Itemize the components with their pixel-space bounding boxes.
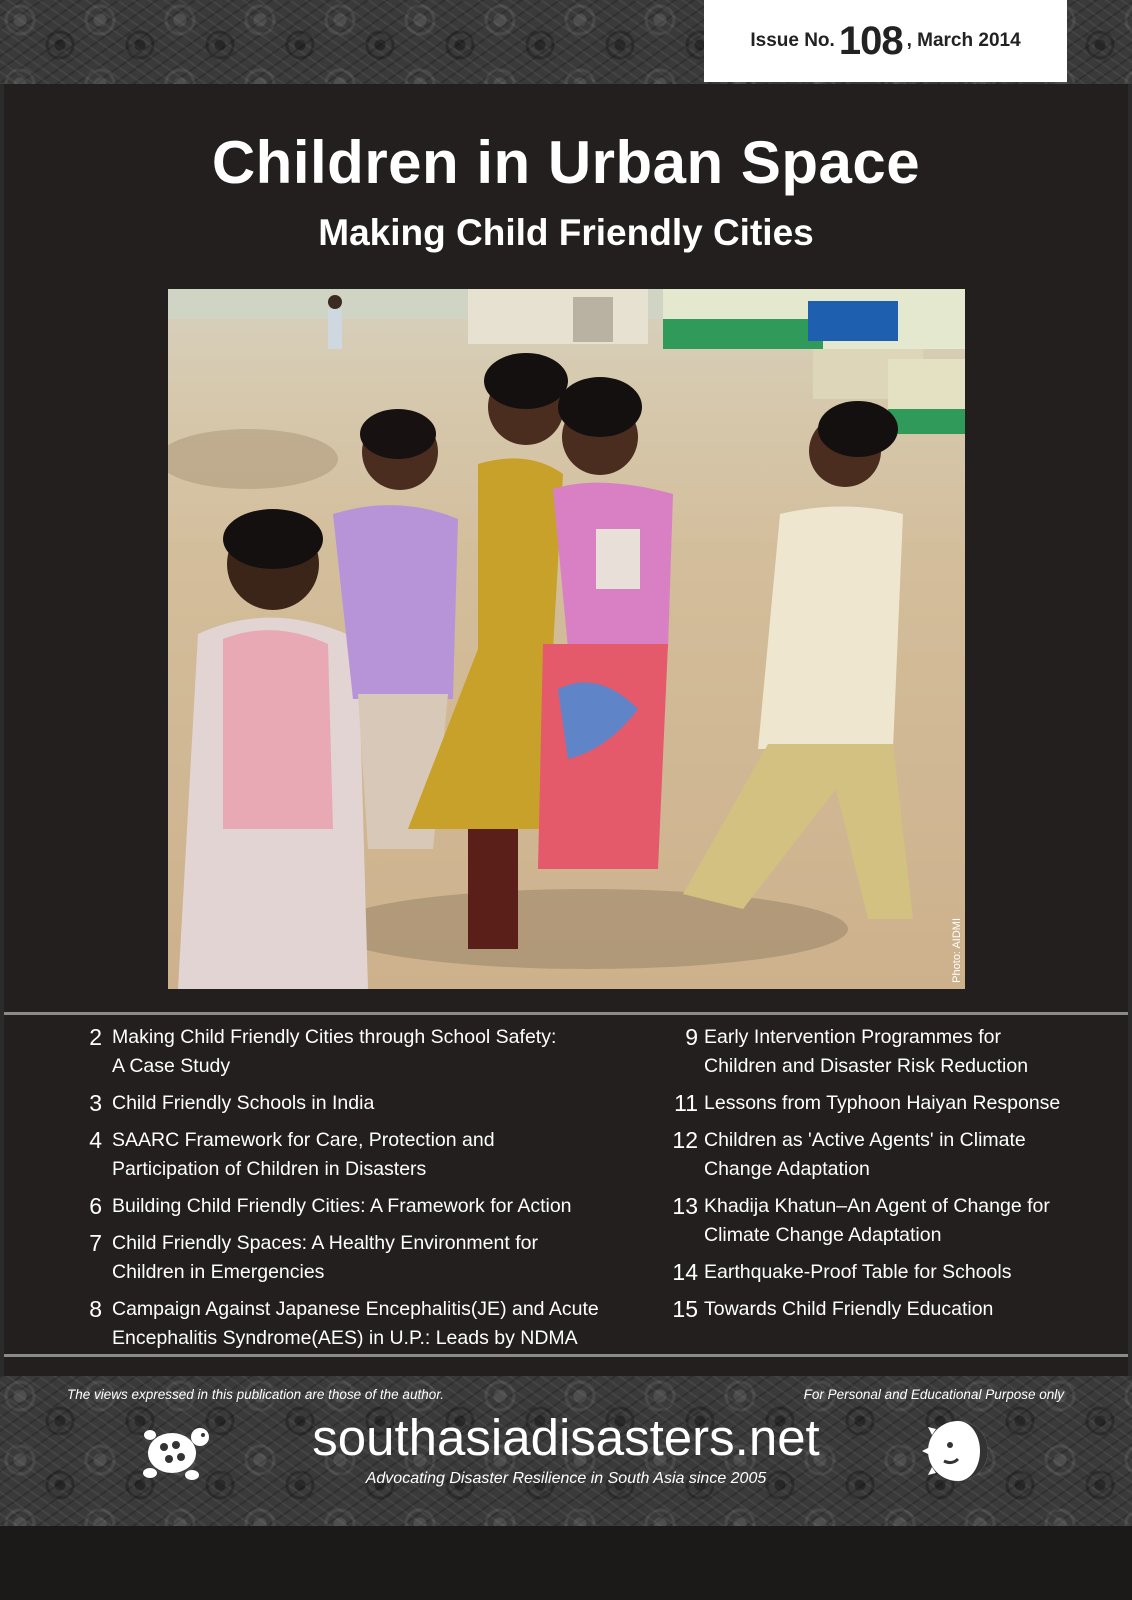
footer-strip <box>0 1526 1132 1600</box>
toc-page-number: 4 <box>89 1127 102 1153</box>
toc-title <box>112 1126 495 1184</box>
toc-item[interactable] <box>60 1295 620 1353</box>
toc-page-number: 2 <box>89 1024 102 1050</box>
toc-title-line: Early Intervention Programmes for <box>704 1026 1001 1048</box>
toc-page-number: 13 <box>672 1193 698 1219</box>
toc-title-line: SAARC Framework for Care, Protection and <box>112 1129 495 1151</box>
toc-title: Towards Child Friendly Education <box>704 1298 994 1320</box>
toc-title <box>112 1229 538 1287</box>
toc-page-number: 7 <box>89 1230 102 1256</box>
issue-box <box>704 0 1067 82</box>
cover-subtitle: Making Child Friendly Cities <box>318 212 814 253</box>
toc-item[interactable] <box>60 1126 620 1184</box>
toc-item[interactable] <box>60 1192 620 1221</box>
issue-date: , March 2014 <box>906 30 1021 51</box>
toc-title <box>112 1295 599 1353</box>
table-of-contents-right <box>660 1023 1120 1332</box>
toc-item[interactable] <box>60 1023 620 1081</box>
toc-title: Building Child Friendly Cities: A Framework for Action <box>112 1195 572 1217</box>
divider-bottom <box>4 1354 1128 1357</box>
toc-item[interactable] <box>60 1089 620 1118</box>
toc-page-number: 11 <box>674 1090 698 1116</box>
toc-title: Earthquake-Proof Table for Schools <box>704 1261 1012 1283</box>
toc-page-number: 15 <box>672 1296 698 1322</box>
toc-title: Child Friendly Schools in India <box>112 1092 375 1114</box>
toc-item[interactable] <box>60 1229 620 1287</box>
issue-prefix: Issue No. <box>750 30 835 51</box>
toc-title-line: Children in Emergencies <box>112 1261 325 1283</box>
table-of-contents-left <box>60 1023 620 1361</box>
website-name[interactable]: southasiadisasters.net <box>312 1409 820 1466</box>
toc-title-line: Encephalitis Syndrome(AES) in U.P.: Leads by NDMA <box>112 1327 578 1349</box>
toc-title-line: Children as 'Active Agents' in Climate <box>704 1129 1026 1151</box>
toc-title <box>112 1023 556 1081</box>
toc-title <box>704 1192 1050 1250</box>
toc-item[interactable] <box>660 1295 1120 1324</box>
children-photo-illustration <box>168 289 965 989</box>
toc-page-number: 6 <box>89 1193 102 1219</box>
toc-item[interactable] <box>660 1089 1120 1118</box>
toc-title-line: Change Adaptation <box>704 1158 870 1180</box>
toc-item[interactable] <box>660 1192 1120 1250</box>
tagline: Advocating Disaster Resilience in South Asia since 2005 <box>365 1470 767 1487</box>
disclaimer-right: For Personal and Educational Purpose only <box>803 1387 1064 1402</box>
toc-title-line: Participation of Children in Disasters <box>112 1158 427 1180</box>
toc-title <box>704 1023 1028 1081</box>
toc-title: Lessons from Typhoon Haiyan Response <box>704 1092 1061 1114</box>
photo-credit: Photo: AIDMI <box>951 918 963 983</box>
toc-item[interactable] <box>660 1126 1120 1184</box>
toc-title-line: Climate Change Adaptation <box>704 1224 942 1246</box>
toc-page-number: 8 <box>89 1296 102 1322</box>
toc-title-line: Children and Disaster Risk Reduction <box>704 1055 1029 1077</box>
toc-page-number: 14 <box>672 1259 698 1285</box>
toc-title <box>704 1126 1026 1184</box>
issue-number: 108 <box>838 18 903 63</box>
toc-title-line: A Case Study <box>112 1055 231 1077</box>
sun-face-logo-icon <box>920 1413 994 1489</box>
toc-item[interactable] <box>660 1258 1120 1287</box>
toc-title-line: Khadija Khatun–An Agent of Change for <box>704 1195 1050 1217</box>
toc-page-number: 3 <box>89 1090 102 1116</box>
toc-page-number: 9 <box>685 1024 698 1050</box>
divider-top <box>4 1012 1128 1015</box>
toc-page-number: 12 <box>672 1127 698 1153</box>
toc-title-line: Making Child Friendly Cities through School Safety: <box>112 1026 557 1048</box>
cover-photo <box>168 289 965 989</box>
cover-title: Children in Urban Space <box>211 129 921 196</box>
toc-item[interactable] <box>660 1023 1120 1081</box>
toc-title-line: Campaign Against Japanese Encephalitis(JE) and Acute <box>112 1298 599 1320</box>
toc-title-line: Child Friendly Spaces: A Healthy Environment for <box>112 1232 538 1254</box>
disclaimer-left: The views expressed in this publication are those of the author. <box>67 1387 444 1402</box>
